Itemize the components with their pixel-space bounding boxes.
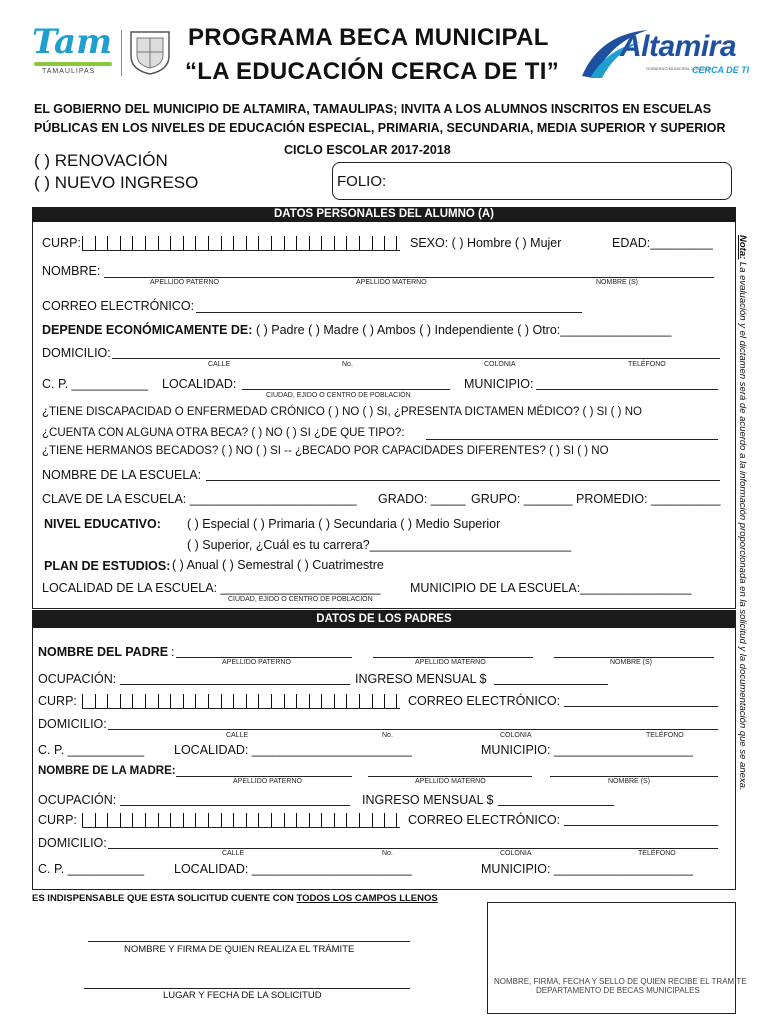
father-curp-underline (82, 708, 400, 709)
indispensable-note-text: ES INDISPENSABLE QUE ESTA SOLICITUD CUENTE CON (32, 893, 297, 904)
mother-calle-caption: CALLE (222, 850, 245, 857)
student-localidad-escuela[interactable]: LOCALIDAD DE LA ESCUELA: _______________________ (42, 581, 381, 595)
mother-nombres-caption: NOMBRE (S) (608, 778, 650, 785)
mother-ap-paterno-field[interactable] (176, 776, 352, 777)
student-no-caption: No. (342, 361, 353, 368)
logo-divider (121, 30, 122, 76)
father-ap-materno-field[interactable] (373, 657, 533, 658)
student-correo-label: CORREO ELECTRÓNICO: (42, 299, 195, 313)
tamaulipas-logo-wave-icon (34, 62, 112, 66)
student-municipio-label: MUNICIPIO: (464, 377, 534, 391)
altamira-logo-text: Altamira (620, 30, 737, 63)
student-plan-label: PLAN DE ESTUDIOS: (44, 559, 171, 573)
student-nivel-label: NIVEL EDUCATIVO: (44, 517, 161, 531)
mother-ap-materno-caption: APELLIDO MATERNO (415, 778, 486, 785)
folio-box[interactable] (332, 162, 732, 200)
student-ciudad-escuela-caption: CIUDAD, EJIDO O CENTRO DE POBLACIÓN (228, 596, 373, 603)
student-curp-label: CURP: (42, 236, 81, 250)
student-superior-option[interactable]: ( ) Superior, ¿Cuál es tu carrera?_____________________________ (187, 538, 572, 552)
mother-correo-field[interactable] (564, 825, 718, 826)
father-ingreso-label: INGRESO MENSUAL $ (355, 672, 487, 686)
receiver-caption-2: DEPARTAMENTO DE BECAS MUNICIPALES (536, 986, 700, 995)
student-telefono-caption: TELÉFONO (628, 361, 666, 368)
altamira-logo (580, 24, 750, 84)
altamira-logo-tiny: GOBIERNO MUNICIPAL 2016-2018 (646, 66, 711, 71)
firma-caption: NOMBRE Y FIRMA DE QUIEN REALIZA EL TRÁMITE (124, 944, 355, 955)
renovacion-option[interactable]: ( ) RENOVACIÓN (34, 151, 168, 170)
student-ciudad-caption: CIUDAD, EJIDO O CENTRO DE POBLACIÓN (266, 392, 411, 399)
father-name-label: NOMBRE DEL PADRE (38, 645, 169, 659)
father-telefono-caption: TELÉFONO (646, 732, 684, 739)
student-nombre-field[interactable] (104, 277, 714, 278)
student-calle-caption: CALLE (208, 361, 231, 368)
folio-label: FOLIO: (337, 173, 387, 190)
student-q-otra-beca[interactable]: ¿CUENTA CON ALGUNA OTRA BECA? ( ) NO ( ) SI ¿DE QUE TIPO?: (42, 427, 405, 439)
student-grado[interactable]: GRADO: _____ (378, 492, 466, 506)
intro-line-1: EL GOBIERNO DEL MUNICIPIO DE ALTAMIRA, TAMAULIPAS; INVITA A LOS ALUMNOS INSCRITOS EN ESCUELAS (34, 102, 712, 116)
coat-of-arms-icon (127, 28, 173, 76)
mother-ocupacion-label: OCUPACIÓN: (38, 793, 117, 807)
father-ingreso-field[interactable] (494, 684, 608, 685)
mother-ingreso-label: INGRESO MENSUAL $ (362, 793, 494, 807)
father-ap-paterno-field[interactable] (176, 657, 352, 658)
mother-telefono-caption: TELÉFONO (638, 850, 676, 857)
page-subtitle: “LA EDUCACIÓN CERCA DE TI” (185, 58, 560, 85)
student-q-discapacidad[interactable]: ¿TIENE DISCAPACIDAD O ENFERMEDAD CRÓNICO ( ) NO ( ) SI, ¿PRESENTA DICTAMEN MÉDICO? ( ) SI ( ) NO (42, 406, 642, 418)
father-municipio[interactable]: MUNICIPIO: ____________________ (481, 743, 693, 757)
father-domicilio-label: DOMICILIO: (38, 717, 107, 731)
father-name-colon: : (171, 645, 175, 659)
receiver-stamp-box[interactable] (487, 902, 736, 1014)
mother-cp[interactable]: C. P. ___________ (38, 862, 145, 876)
indispensable-note (32, 893, 438, 904)
student-colonia-caption: COLONIA (484, 361, 516, 368)
father-cp[interactable]: C. P. ___________ (38, 743, 145, 757)
father-curp-label: CURP: (38, 694, 77, 708)
student-cp[interactable]: C. P. ___________ (42, 377, 149, 391)
student-curp-underline (82, 250, 400, 251)
student-ap-materno-caption: APELLIDO MATERNO (356, 279, 427, 286)
father-correo-label: CORREO ELECTRÓNICO: (408, 694, 561, 708)
mother-correo-label: CORREO ELECTRÓNICO: (408, 813, 561, 827)
student-nombres-caption: NOMBRE (S) (596, 279, 638, 286)
school-cycle: CICLO ESCOLAR 2017-2018 (284, 143, 451, 157)
student-q-hermanos[interactable]: ¿TIENE HERMANOS BECADOS? ( ) NO ( ) SI -- ¿BECADO POR CAPACIDADES DIFERENTES? ( ) SI ( ) NO (42, 445, 609, 457)
parents-section-header: DATOS DE LOS PADRES (32, 610, 736, 628)
lugar-fecha-caption: LUGAR Y FECHA DE LA SOLICITUD (163, 990, 322, 1001)
student-domicilio-label: DOMICILIO: (42, 346, 111, 360)
altamira-logo-sub: CERCA DE TI (692, 65, 750, 75)
student-depende-options[interactable]: ( ) Padre ( ) Madre ( ) Ambos ( ) Independiente ( ) Otro:________________ (256, 323, 672, 337)
mother-domicilio-label: DOMICILIO: (38, 836, 107, 850)
nuevo-ingreso-option[interactable]: ( ) NUEVO INGRESO (34, 173, 199, 192)
side-note (737, 235, 748, 825)
student-nivel-options[interactable]: ( ) Especial ( ) Primaria ( ) Secundaria ( ) Medio Superior (187, 517, 501, 531)
student-edad[interactable]: EDAD:_________ (612, 236, 713, 250)
mother-curp-label: CURP: (38, 813, 77, 827)
student-clave[interactable]: CLAVE DE LA ESCUELA: ________________________ (42, 492, 357, 506)
student-localidad-label: LOCALIDAD: (162, 377, 237, 391)
father-localidad[interactable]: LOCALIDAD: _______________________ (174, 743, 412, 757)
mother-ocupacion-field[interactable] (120, 805, 350, 806)
student-ap-paterno-caption: APELLIDO PATERNO (150, 279, 219, 286)
intro-line-2: PÚBLICAS EN LOS NIVELES DE EDUCACIÓN ESPECIAL, PRIMARIA, SECUNDARIA, MEDIA SUPERIOR Y SUPERIOR (34, 121, 726, 135)
mother-ap-materno-field[interactable] (368, 776, 532, 777)
father-curp-field[interactable] (82, 694, 397, 708)
tamaulipas-logo (32, 22, 117, 76)
student-tipo-beca-field[interactable] (426, 439, 718, 440)
father-domicilio-field[interactable] (108, 729, 718, 730)
mother-ap-paterno-caption: APELLIDO PATERNO (233, 778, 302, 785)
student-curp-field[interactable] (82, 236, 397, 250)
father-ocupacion-label: OCUPACIÓN: (38, 672, 117, 686)
tamaulipas-logo-sub: TAMAULIPAS (42, 68, 96, 75)
father-ocupacion-field[interactable] (120, 684, 350, 685)
student-escuela-field[interactable] (206, 480, 720, 481)
firma-line[interactable] (88, 941, 410, 942)
father-calle-caption: CALLE (226, 732, 249, 739)
father-no-caption: No. (382, 732, 393, 739)
student-promedio[interactable]: PROMEDIO: __________ (576, 492, 721, 506)
mother-domicilio-field[interactable] (108, 848, 718, 849)
mother-localidad[interactable]: LOCALIDAD: _______________________ (174, 862, 412, 876)
student-grupo[interactable]: GRUPO: _______ (471, 492, 573, 506)
side-note-label: Nota: (737, 235, 748, 260)
mother-municipio[interactable]: MUNICIPIO: ____________________ (481, 862, 693, 876)
student-municipio-escuela[interactable]: MUNICIPIO DE LA ESCUELA:________________ (410, 581, 692, 595)
side-note-text: La evaluación y el dictamen será de acuerdo a la información proporcionada en la solicitud y la documentación que se anexa. (737, 259, 748, 791)
tamaulipas-logo-text: Tam (32, 22, 113, 62)
father-colonia-caption: COLONIA (500, 732, 532, 739)
mother-curp-field[interactable] (82, 813, 397, 827)
student-section-header: DATOS PERSONALES DEL ALUMNO (A) (32, 207, 736, 222)
page-title: PROGRAMA BECA MUNICIPAL (188, 24, 549, 51)
receiver-caption-1: NOMBRE, FIRMA, FECHA Y SELLO DE QUIEN RECIBE EL TRAMITE (494, 977, 747, 986)
mother-colonia-caption: COLONIA (500, 850, 532, 857)
student-domicilio-field[interactable] (112, 358, 720, 359)
student-depende-label: DEPENDE ECONÓMICAMENTE DE: (42, 323, 253, 337)
student-plan-options[interactable]: ( ) Anual ( ) Semestral ( ) Cuatrimestre (172, 558, 384, 572)
mother-no-caption: No. (382, 850, 393, 857)
student-correo-field[interactable] (196, 312, 582, 313)
mother-nombres-field[interactable] (550, 776, 718, 777)
student-sexo[interactable]: SEXO: ( ) Hombre ( ) Mujer (410, 236, 562, 250)
mother-name-label: NOMBRE DE LA MADRE: (38, 765, 176, 777)
mother-ingreso-field[interactable] (498, 805, 614, 806)
lugar-fecha-line[interactable] (84, 988, 410, 989)
student-localidad-field[interactable] (242, 389, 450, 390)
father-ap-paterno-caption: APELLIDO PATERNO (222, 659, 291, 666)
indispensable-note-emphasis: TODOS LOS CAMPOS LLENOS (296, 893, 438, 904)
father-ap-materno-caption: APELLIDO MATERNO (415, 659, 486, 666)
father-nombres-field[interactable] (554, 657, 714, 658)
student-escuela-label: NOMBRE DE LA ESCUELA: (42, 468, 202, 482)
father-nombres-caption: NOMBRE (S) (610, 659, 652, 666)
student-municipio-field[interactable] (536, 389, 718, 390)
mother-curp-underline (82, 827, 400, 828)
father-correo-field[interactable] (564, 706, 718, 707)
student-nombre-label: NOMBRE: (42, 264, 101, 278)
